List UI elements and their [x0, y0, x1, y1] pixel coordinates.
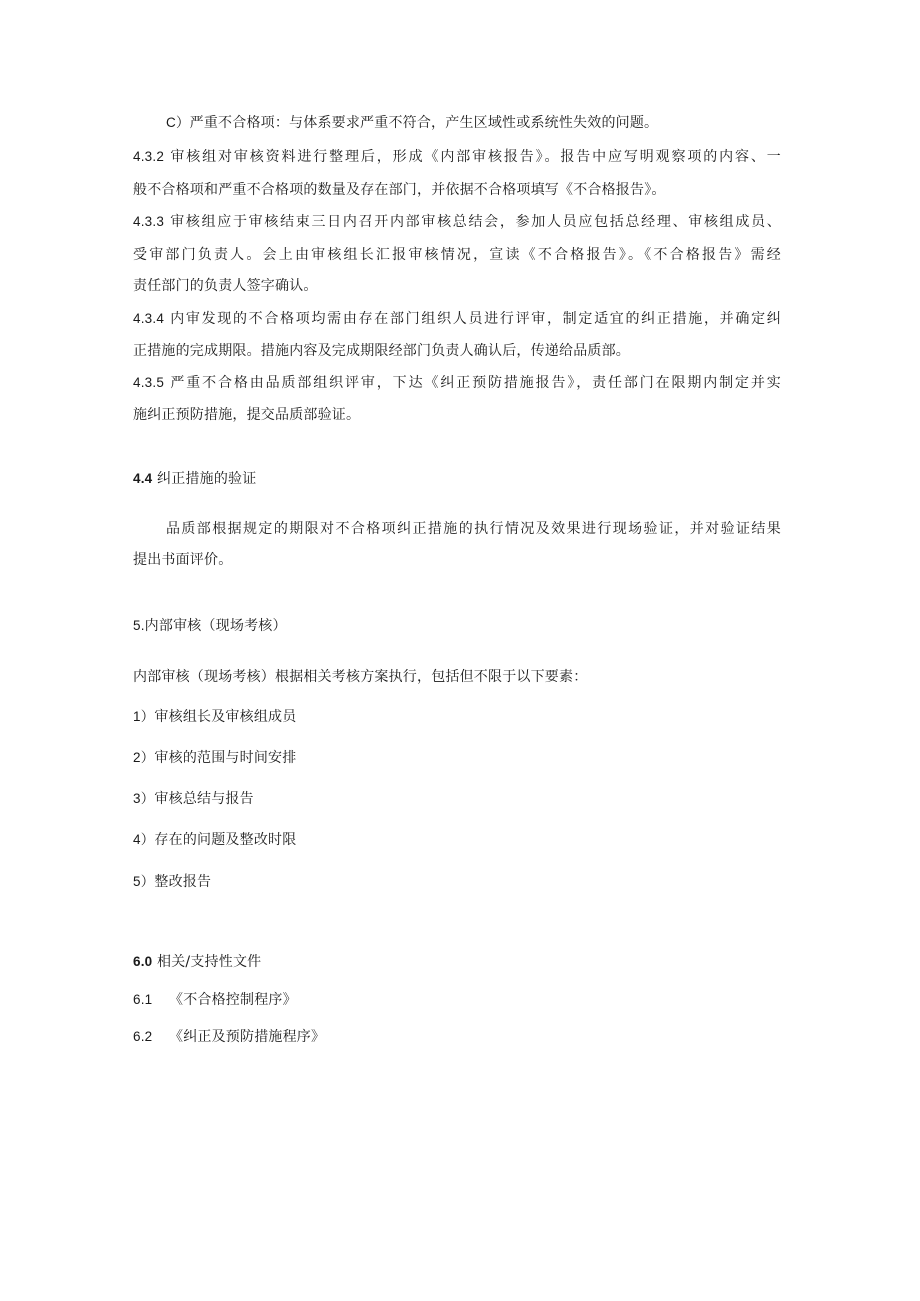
list-item	[133, 749, 296, 767]
paragraph-text: 般不合格项和严重不合格项的数量及存在部门，并依据不合格项填写《不合格报告》。	[133, 182, 666, 198]
clause-label: C）	[166, 115, 190, 130]
section-number: 4.4	[133, 471, 153, 486]
section-4-3-4-line-2	[133, 342, 630, 360]
clause-text: 严重不合格项：与体系要求严重不符合，产生区域性或系统性失效的问题。	[189, 115, 659, 131]
section-number: 4.3.5	[133, 375, 165, 390]
paragraph-text: 内部审核（现场考核）根据相关考核方案执行，包括但不限于以下要素：	[133, 669, 588, 685]
reference-item	[133, 1028, 325, 1046]
reference-title: 《纠正及预防措施程序》	[169, 1029, 326, 1045]
list-item	[133, 708, 296, 726]
paragraph-text: 内审发现的不合格项均需由存在部门组织人员进行评审，制定适宜的纠正措施，并确定纠	[170, 311, 781, 327]
paragraph-text: 提出书面评价。	[133, 552, 233, 568]
list-item-text: 审核总结与报告	[154, 791, 254, 807]
section-number: 6.0	[133, 954, 153, 969]
list-item-text: 整改报告	[154, 874, 212, 890]
clause-c-severe-nonconformity	[166, 114, 658, 132]
section-4-3-3-line-3	[133, 277, 318, 295]
paragraph-text: 正措施的完成期限。措施内容及完成期限经部门负责人确认后，传递给品质部。	[133, 343, 630, 359]
section-4-3-2-line-2	[133, 181, 666, 199]
reference-number: 6.2	[133, 1029, 153, 1044]
paragraph-text: 审核组对审核资料进行整理后，形成《内部审核报告》。报告中应写明观察项的内容、一	[170, 149, 781, 165]
section-title: 相关/支持性文件	[157, 954, 262, 970]
paragraph-text: 审核组应于审核结束三日内召开内部审核总结会，参加人员应包括总经理、审核组成员、	[170, 214, 781, 230]
list-item-number: 1）	[133, 709, 155, 724]
section-number: 4.3.2	[133, 149, 165, 164]
section-4-4-line-1	[166, 520, 781, 538]
list-item-number: 2）	[133, 750, 155, 765]
reference-number: 6.1	[133, 992, 153, 1007]
reference-title: 《不合格控制程序》	[169, 992, 297, 1008]
section-5-heading	[133, 617, 287, 635]
paragraph-text: 严重不合格由品质部组织评审，下达《纠正预防措施报告》，责任部门在限期内制定并实	[170, 375, 781, 391]
section-title: 纠正措施的验证	[157, 471, 257, 487]
list-item-text: 审核的范围与时间安排	[154, 750, 297, 766]
list-item-text: 存在的问题及整改时限	[154, 832, 297, 848]
list-item-number: 3）	[133, 791, 155, 806]
section-number: 4.3.3	[133, 214, 165, 229]
section-4-4-heading	[133, 470, 256, 488]
section-4-3-3-line-2	[133, 246, 781, 264]
section-4-4-line-2	[133, 551, 232, 569]
section-number: 4.3.4	[133, 311, 165, 326]
section-5-intro	[133, 668, 587, 686]
section-number: 5.	[133, 618, 145, 633]
paragraph-text: 品质部根据规定的期限对不合格项纠正措施的执行情况及效果进行现场验证，并对验证结果	[166, 521, 781, 537]
section-4-3-2-line-1	[133, 148, 781, 166]
paragraph-text: 责任部门的负责人签字确认。	[133, 278, 318, 294]
list-item-number: 5）	[133, 874, 155, 889]
list-item	[133, 873, 211, 891]
section-4-3-5-line-2	[133, 406, 360, 424]
paragraph-text: 受审部门负责人。会上由审核组长汇报审核情况，宣读《不合格报告》。《不合格报告》需经	[133, 247, 781, 263]
section-title: 内部审核（现场考核）	[144, 618, 287, 634]
paragraph-text: 施纠正预防措施，提交品质部验证。	[133, 407, 361, 423]
section-6-heading	[133, 953, 261, 971]
reference-item	[133, 991, 297, 1009]
list-item-text: 审核组长及审核组成员	[154, 709, 297, 725]
list-item	[133, 790, 254, 808]
section-4-3-5-line-1	[133, 374, 781, 392]
section-4-3-3-line-1	[133, 213, 781, 231]
list-item	[133, 831, 296, 849]
section-4-3-4-line-1	[133, 310, 781, 328]
list-item-number: 4）	[133, 832, 155, 847]
